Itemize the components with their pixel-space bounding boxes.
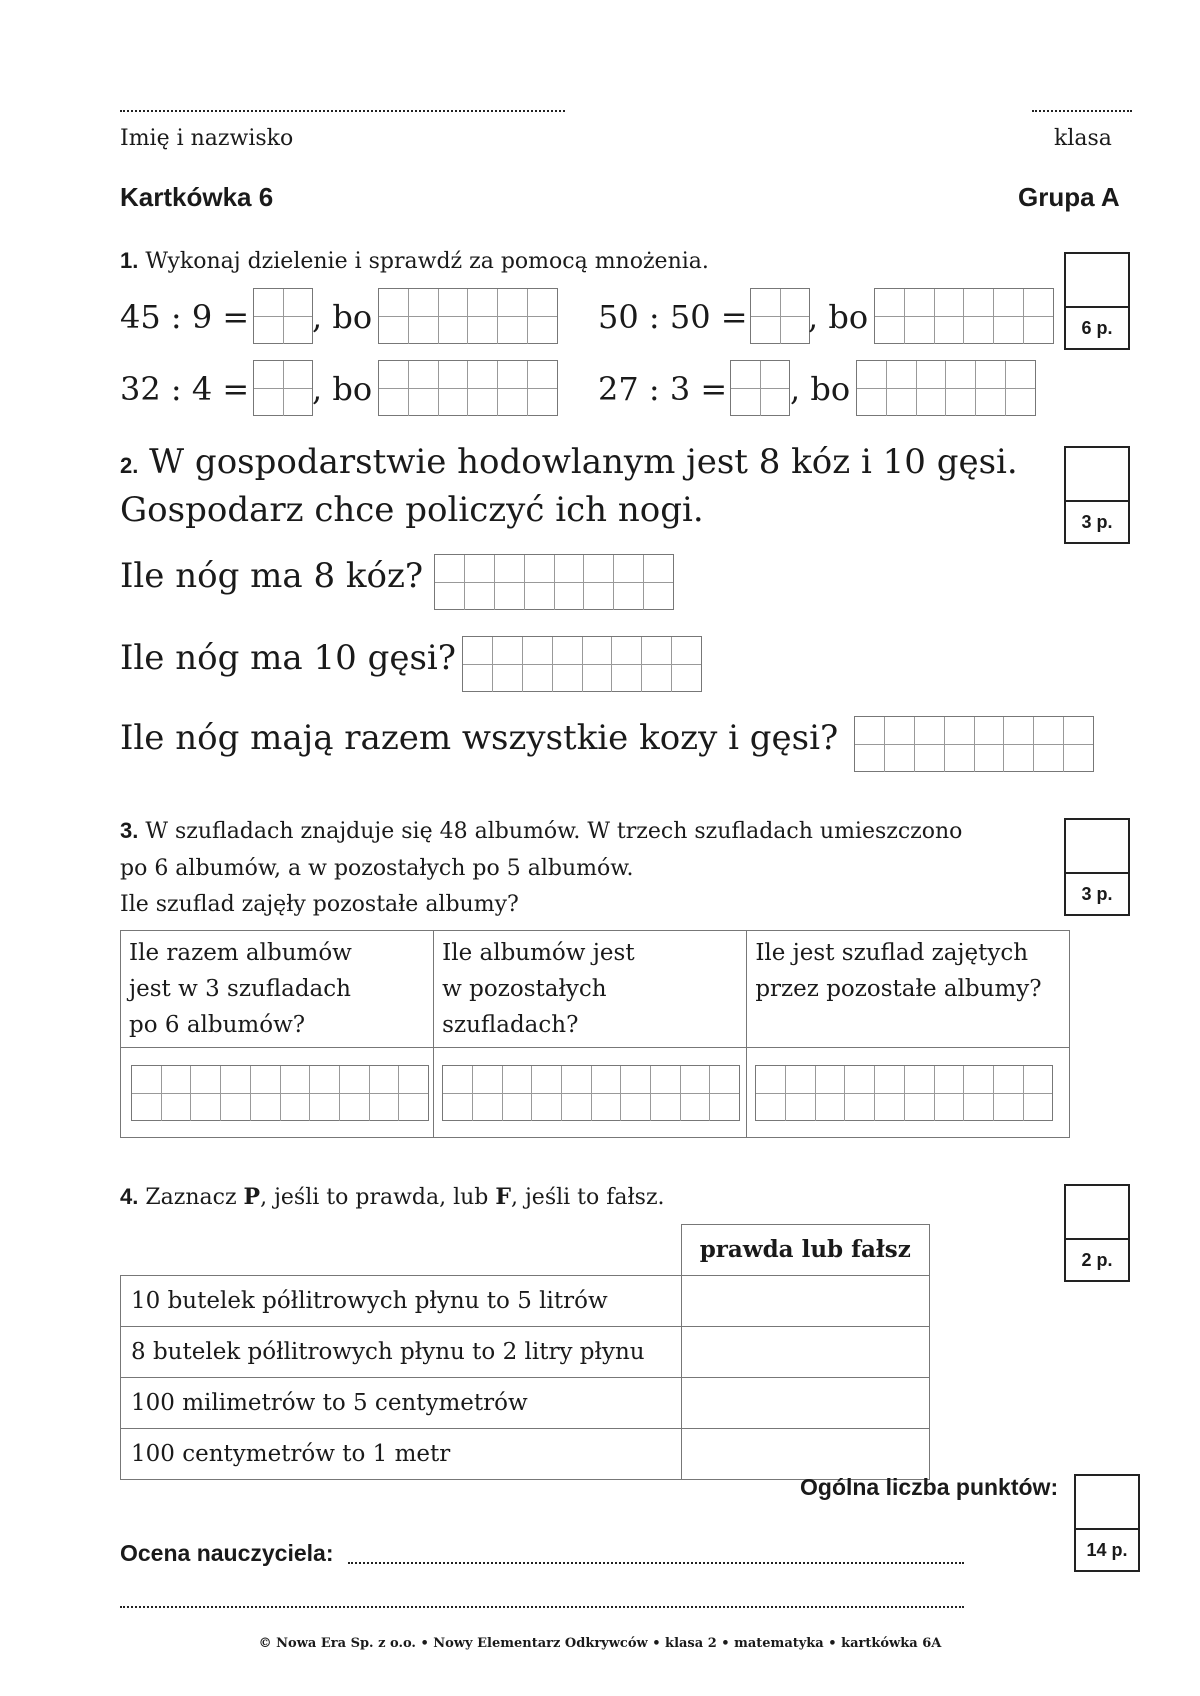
q2-answer-1[interactable] — [434, 554, 674, 610]
q3-line2: po 6 albumów, a w pozostałych po 5 albumów. — [120, 856, 634, 881]
q1-check-3[interactable] — [378, 360, 558, 416]
q3-line1: W szufladach znajduje się 48 albumów. W trzech szufladach umieszczono — [145, 819, 963, 844]
q1-instruction — [120, 248, 709, 274]
q2-line1: W gospodarstwie hodowlanym jest 8 kóz i 10 gęsi. — [149, 442, 1018, 482]
q1-answer-4[interactable] — [730, 360, 790, 416]
q4-table — [120, 1224, 930, 1480]
q3-answer-cell-3[interactable] — [747, 1048, 1070, 1138]
q4-row-3-answer[interactable] — [681, 1377, 930, 1428]
q4-row-4-answer[interactable] — [681, 1428, 930, 1479]
q3-answer-cell-2[interactable] — [434, 1048, 747, 1138]
q4-instruction — [120, 1184, 665, 1210]
q1-text: Wykonaj dzielenie i sprawdź za pomocą mnożenia. — [145, 249, 709, 274]
q4-row-1-answer[interactable] — [681, 1275, 930, 1326]
q3-score-box[interactable] — [1064, 818, 1130, 916]
q1-answer-2[interactable] — [750, 288, 810, 344]
q1-item-3: 32 : 4 = — [120, 370, 250, 408]
q4-header: prawda lub fałsz — [681, 1225, 930, 1276]
total-score-box[interactable] — [1074, 1474, 1140, 1572]
name-line — [120, 110, 565, 112]
q3-line3: Ile szuflad zajęły pozostałe albumy? — [120, 892, 519, 917]
q4-points: 2 p. — [1081, 1249, 1113, 1270]
q3-col-3-header: Ile jest szuflad zajętych przez pozostałe albumy? — [747, 931, 1070, 1048]
page-title: Kartkówka 6 — [120, 182, 274, 212]
q1-because-1: , bo — [312, 298, 373, 336]
q3-answer-2[interactable] — [442, 1065, 740, 1121]
q2-text-line1 — [120, 442, 1018, 482]
q3-col-1-header: Ile razem albumów jest w 3 szufladach po 6 albumów? — [121, 931, 434, 1048]
q1-item-1: 45 : 9 = — [120, 298, 250, 336]
q2-question-3: Ile nóg mają razem wszystkie kozy i gęsi? — [120, 718, 839, 758]
teacher-grade-label: Ocena nauczyciela: — [120, 1540, 334, 1566]
q2-question-1: Ile nóg ma 8 kóz? — [120, 556, 424, 596]
q2-score-box[interactable] — [1064, 446, 1130, 544]
class-label: klasa — [1054, 126, 1112, 151]
q1-answer-1[interactable] — [253, 288, 313, 344]
q4-row-3-statement: 100 milimetrów to 5 centymetrów — [121, 1377, 682, 1428]
q2-question-2: Ile nóg ma 10 gęsi? — [120, 638, 456, 678]
q1-item-2: 50 : 50 = — [598, 298, 748, 336]
q2-points: 3 p. — [1081, 511, 1113, 532]
total-points-label: Ogólna liczba punktów: — [800, 1474, 1059, 1500]
q1-check-2[interactable] — [874, 288, 1054, 344]
q4-p: P — [243, 1184, 261, 1210]
q1-score-box[interactable] — [1064, 252, 1130, 350]
q1-number: 1. — [120, 248, 139, 273]
q4-text-c: , jeśli to fałsz. — [511, 1185, 665, 1210]
copyright-footer: © Nowa Era Sp. z o.o. • Nowy Elementarz Odkrywców • klasa 2 • matematyka • kartkówka 6A — [258, 1636, 942, 1651]
q2-answer-3[interactable] — [854, 716, 1094, 772]
q4-row-4-statement: 100 centymetrów to 1 metr — [121, 1428, 682, 1479]
q2-number: 2. — [120, 453, 139, 478]
q3-col-2-header: Ile albumów jest w pozostałych szufladach? — [434, 931, 747, 1048]
teacher-grade-line[interactable] — [348, 1562, 964, 1564]
q4-text-a: Zaznacz — [145, 1185, 244, 1210]
q4-row-1-statement: 10 butelek półlitrowych płynu to 5 litrów — [121, 1275, 682, 1326]
q3-answer-3[interactable] — [755, 1065, 1053, 1121]
q1-item-4: 27 : 3 = — [598, 370, 728, 408]
q2-answer-2[interactable] — [462, 636, 702, 692]
q3-text-line1 — [120, 818, 962, 844]
q4-number: 4. — [120, 1184, 139, 1209]
teacher-grade-line-2[interactable] — [120, 1606, 964, 1608]
q3-answer-cell-1[interactable] — [121, 1048, 434, 1138]
q4-score-box[interactable] — [1064, 1184, 1130, 1282]
q3-points: 3 p. — [1081, 883, 1113, 904]
q2-line2: Gospodarz chce policzyć ich nogi. — [120, 490, 704, 530]
group-label: Grupa A — [1018, 182, 1120, 212]
q4-f: F — [495, 1184, 511, 1210]
q1-because-3: , bo — [312, 370, 373, 408]
q1-check-4[interactable] — [856, 360, 1036, 416]
q4-text-b: , jeśli to prawda, lub — [260, 1185, 496, 1210]
q1-check-1[interactable] — [378, 288, 558, 344]
name-label: Imię i nazwisko — [120, 126, 294, 151]
total-points: 14 p. — [1086, 1539, 1128, 1560]
class-line — [1032, 110, 1132, 112]
q1-because-4: , bo — [790, 370, 851, 408]
q3-number: 3. — [120, 818, 139, 843]
q1-points: 6 p. — [1081, 317, 1113, 338]
q3-table — [120, 930, 1070, 1138]
q3-answer-1[interactable] — [131, 1065, 429, 1121]
q1-because-2: , bo — [808, 298, 869, 336]
q1-answer-3[interactable] — [253, 360, 313, 416]
q4-row-2-answer[interactable] — [681, 1326, 930, 1377]
q4-row-2-statement: 8 butelek półlitrowych płynu to 2 litry płynu — [121, 1326, 682, 1377]
